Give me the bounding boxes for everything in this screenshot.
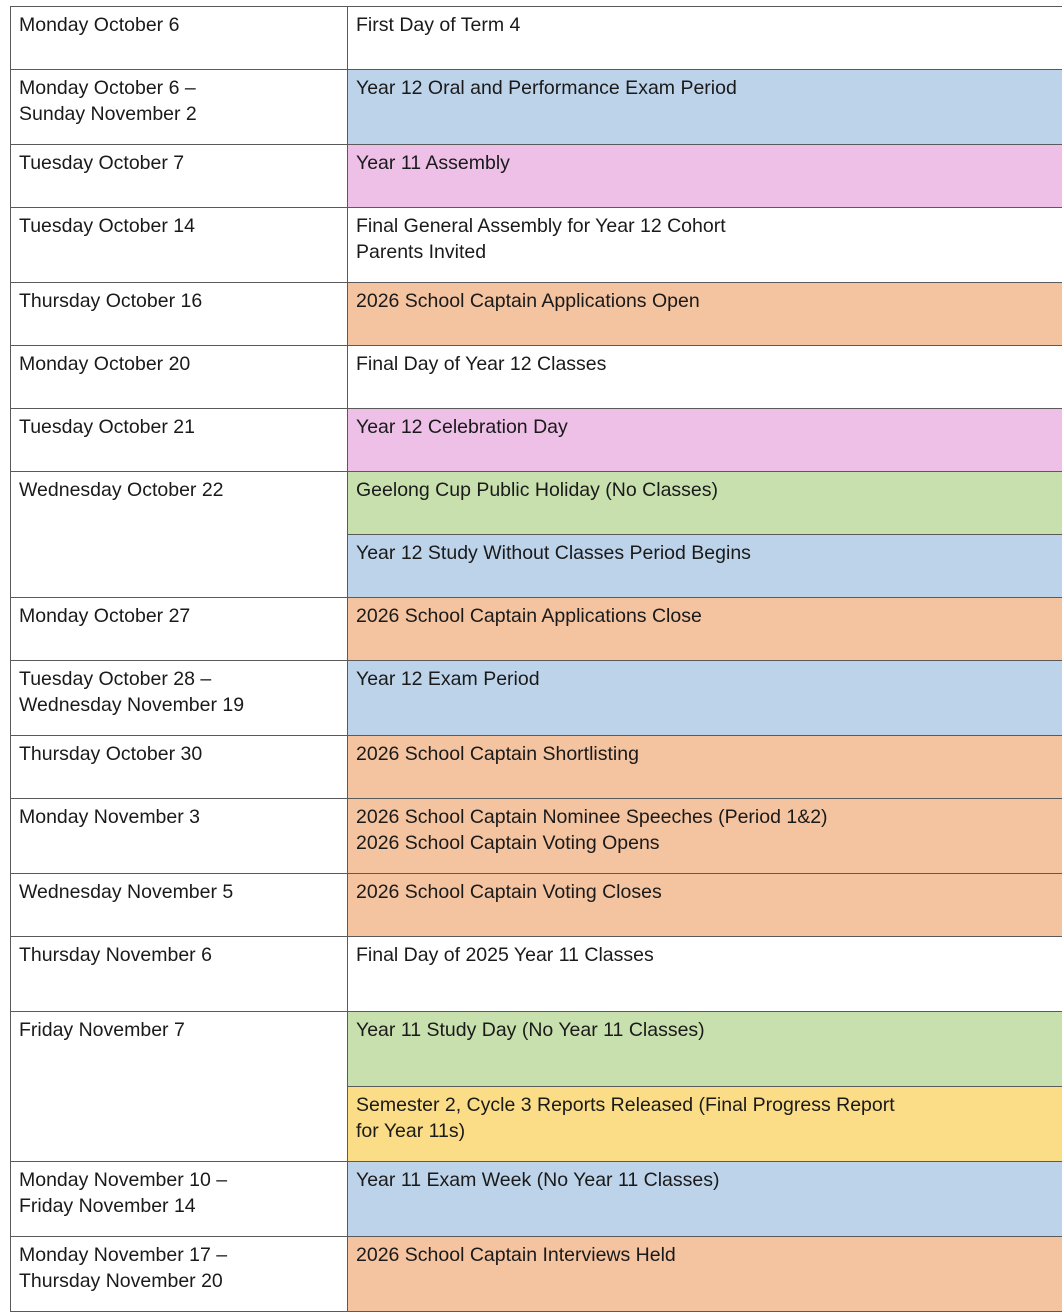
date-cell <box>11 1162 348 1237</box>
event-cell <box>348 283 1062 346</box>
date-text-line: Monday October 6 – <box>19 76 339 102</box>
date-cell <box>11 145 348 208</box>
table-row <box>11 208 1062 283</box>
event-cell <box>348 937 1062 1012</box>
event-text-line: Parents Invited <box>356 240 1062 266</box>
event-text-line: Final Day of Year 12 Classes <box>356 352 1062 378</box>
date-text-line: Friday November 7 <box>19 1018 339 1044</box>
event-cell <box>348 1162 1062 1237</box>
date-cell <box>11 208 348 283</box>
table-body <box>11 7 1062 1312</box>
table-row <box>11 799 1062 874</box>
event-cell <box>348 1012 1062 1087</box>
table-row <box>11 1237 1062 1312</box>
date-cell <box>11 598 348 661</box>
event-text-line: Year 11 Study Day (No Year 11 Classes) <box>356 1018 1062 1044</box>
event-text-line: First Day of Term 4 <box>356 13 1062 39</box>
date-cell <box>11 874 348 937</box>
table-row <box>11 7 1062 70</box>
date-text-line: Wednesday November 19 <box>19 693 339 719</box>
event-text-line: Year 12 Oral and Performance Exam Period <box>356 76 1062 102</box>
table-row <box>11 937 1062 1012</box>
event-cell <box>348 346 1062 409</box>
event-cell <box>348 874 1062 937</box>
date-text-line: Wednesday October 22 <box>19 478 339 504</box>
table-row <box>11 283 1062 346</box>
event-text-line: 2026 School Captain Shortlisting <box>356 742 1062 768</box>
event-cell <box>348 208 1062 283</box>
event-text-line: Year 12 Exam Period <box>356 667 1062 693</box>
date-text-line: Friday November 14 <box>19 1194 339 1220</box>
event-text-line: Year 12 Study Without Classes Period Begins <box>356 541 1062 567</box>
event-text-line: 2026 School Captain Voting Opens <box>356 831 1062 857</box>
table-row <box>11 661 1062 736</box>
date-text-line: Sunday November 2 <box>19 102 339 128</box>
event-text-line: Semester 2, Cycle 3 Reports Released (Final Progress Report <box>356 1093 1062 1119</box>
date-cell <box>11 736 348 799</box>
date-text-line: Thursday November 6 <box>19 943 339 969</box>
date-text-line: Monday October 20 <box>19 352 339 378</box>
table-row <box>11 409 1062 472</box>
event-cell <box>348 598 1062 661</box>
date-cell <box>11 472 348 598</box>
event-text-line: for Year 11s) <box>356 1119 1062 1145</box>
date-cell <box>11 70 348 145</box>
event-text-line: Final General Assembly for Year 12 Cohort <box>356 214 1062 240</box>
date-cell <box>11 409 348 472</box>
event-text-line: Geelong Cup Public Holiday (No Classes) <box>356 478 1062 504</box>
date-cell <box>11 937 348 1012</box>
date-text-line: Monday November 3 <box>19 805 339 831</box>
event-cell <box>348 409 1062 472</box>
date-cell <box>11 7 348 70</box>
event-text-line: Year 11 Exam Week (No Year 11 Classes) <box>356 1168 1062 1194</box>
table-row <box>11 736 1062 799</box>
event-cell <box>348 1087 1062 1162</box>
date-text-line: Thursday October 16 <box>19 289 339 315</box>
term-dates-table <box>10 6 1062 1312</box>
date-text-line: Thursday October 30 <box>19 742 339 768</box>
table-row <box>11 346 1062 409</box>
date-cell <box>11 346 348 409</box>
date-cell <box>11 1237 348 1312</box>
event-text-line: 2026 School Captain Voting Closes <box>356 880 1062 906</box>
date-text-line: Monday October 6 <box>19 13 339 39</box>
date-text-line: Thursday November 20 <box>19 1269 339 1295</box>
date-text-line: Tuesday October 14 <box>19 214 339 240</box>
table-row <box>11 472 1062 535</box>
event-text-line: 2026 School Captain Applications Close <box>356 604 1062 630</box>
date-text-line: Tuesday October 28 – <box>19 667 339 693</box>
event-text-line: 2026 School Captain Interviews Held <box>356 1243 1062 1269</box>
event-cell <box>348 799 1062 874</box>
event-cell <box>348 7 1062 70</box>
table-row <box>11 598 1062 661</box>
table-row <box>11 1012 1062 1087</box>
event-cell <box>348 145 1062 208</box>
date-cell <box>11 1012 348 1162</box>
event-cell <box>348 661 1062 736</box>
date-cell <box>11 661 348 736</box>
date-text-line: Monday November 17 – <box>19 1243 339 1269</box>
event-cell <box>348 472 1062 535</box>
event-text-line: 2026 School Captain Nominee Speeches (Period 1&2) <box>356 805 1062 831</box>
date-text-line: Tuesday October 7 <box>19 151 339 177</box>
date-cell <box>11 799 348 874</box>
date-text-line: Monday October 27 <box>19 604 339 630</box>
table-row <box>11 145 1062 208</box>
event-text-line: Year 12 Celebration Day <box>356 415 1062 441</box>
table-row <box>11 1162 1062 1237</box>
event-cell <box>348 70 1062 145</box>
table-row <box>11 874 1062 937</box>
event-cell <box>348 1237 1062 1312</box>
date-text-line: Tuesday October 21 <box>19 415 339 441</box>
event-text-line: Year 11 Assembly <box>356 151 1062 177</box>
date-text-line: Wednesday November 5 <box>19 880 339 906</box>
table-row <box>11 70 1062 145</box>
event-text-line: Final Day of 2025 Year 11 Classes <box>356 943 1062 969</box>
event-text-line: 2026 School Captain Applications Open <box>356 289 1062 315</box>
date-text-line: Monday November 10 – <box>19 1168 339 1194</box>
date-cell <box>11 283 348 346</box>
event-cell <box>348 535 1062 598</box>
event-cell <box>348 736 1062 799</box>
